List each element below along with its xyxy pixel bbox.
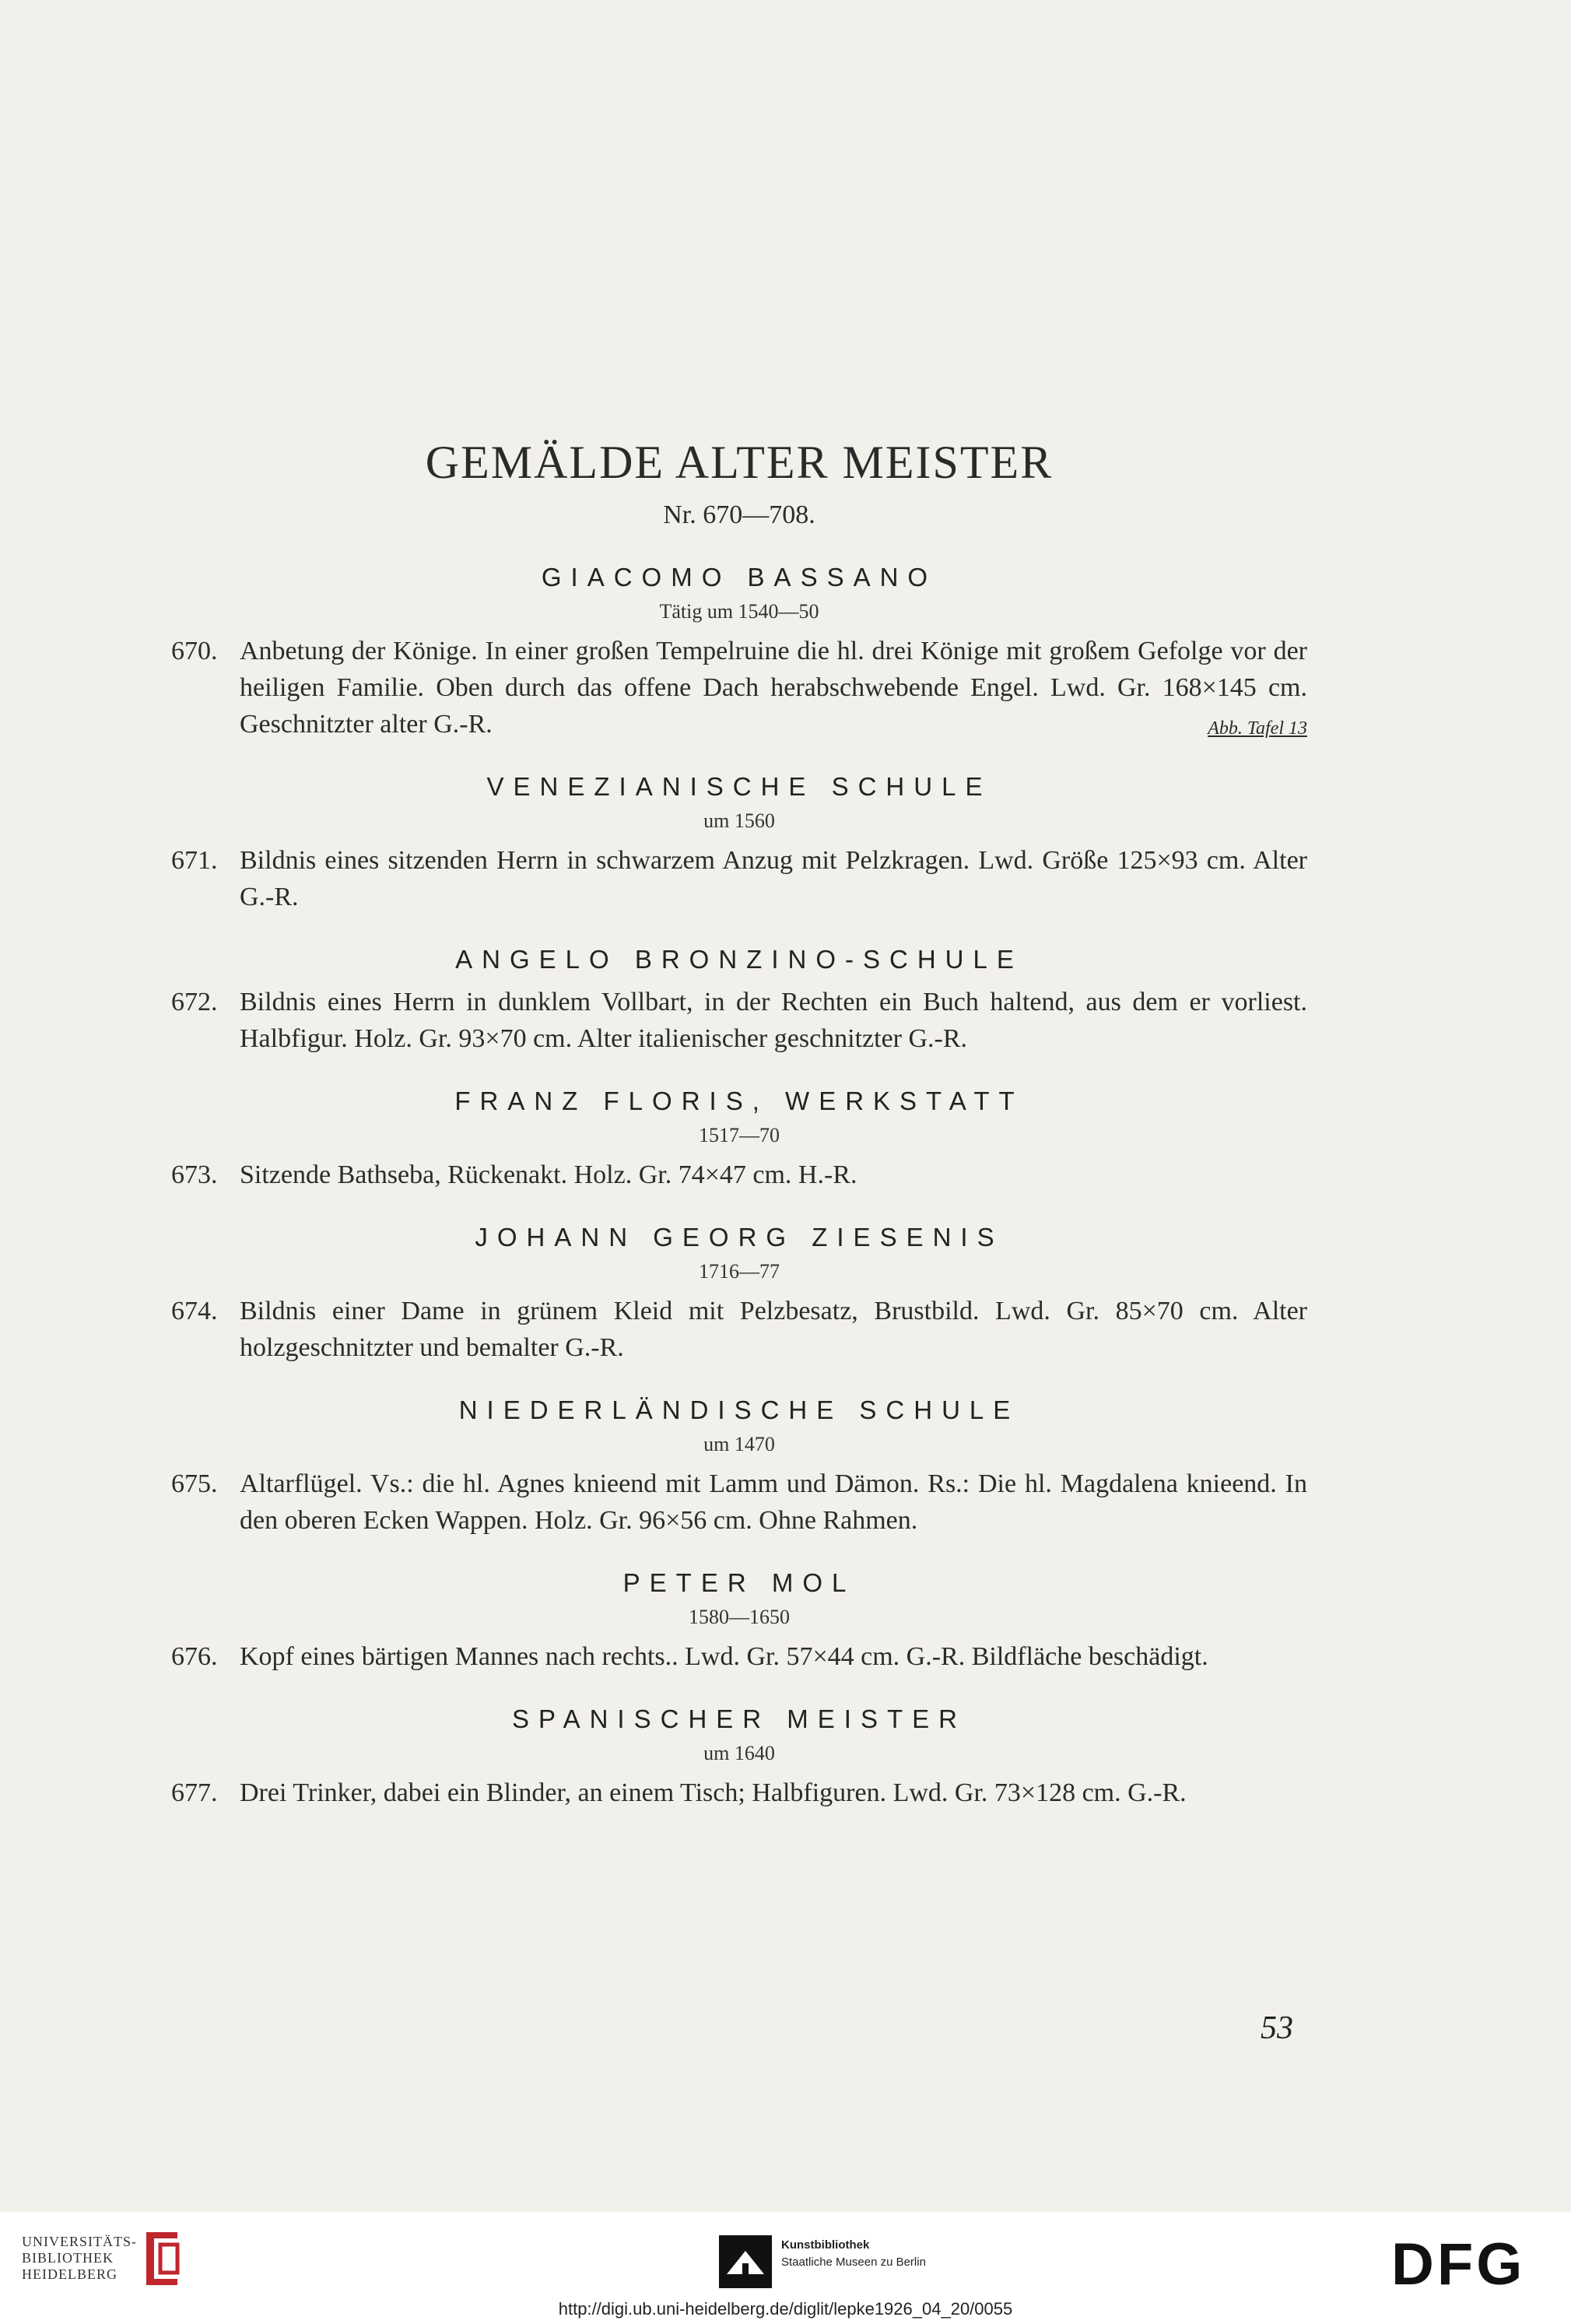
- section-ziesenis: [171, 1223, 1307, 1366]
- catalog-entry: [171, 1775, 1307, 1811]
- section-bassano: [171, 563, 1307, 742]
- entry-number: 670.: [171, 637, 218, 665]
- artist-heading: NIEDERLÄNDISCHE SCHULE: [458, 1395, 1020, 1424]
- artist-heading: ANGELO BRONZINO-SCHULE: [455, 945, 1023, 974]
- artist-dates: um 1640: [703, 1742, 775, 1764]
- artist-dates: 1580—1650: [689, 1606, 790, 1628]
- library-name-line: BIBLIOTHEK: [22, 2250, 114, 2266]
- kunstbibliothek-label: [781, 2237, 926, 2271]
- entry-number: 674.: [171, 1297, 218, 1325]
- catalog-entry: [171, 984, 1307, 1057]
- library-name-line: UNIVERSITÄTS-: [22, 2234, 137, 2249]
- page-title: GEMÄLDE ALTER MEISTER: [425, 437, 1054, 488]
- catalog-entry: [171, 842, 1307, 915]
- entry-text: Sitzende Bathseba, Rückenakt. Holz. Gr. 74×47 cm. H.-R.: [240, 1160, 857, 1189]
- artist-heading: PETER MOL: [622, 1568, 856, 1597]
- catalog-entry: [171, 1157, 1307, 1193]
- catalog-entry: [171, 633, 1307, 742]
- page-number: 53: [1261, 2010, 1293, 2046]
- entry-text: Drei Trinker, dabei ein Blinder, an einem Tisch; Halbfiguren. Lwd. Gr. 73×128 cm. G.-R.: [240, 1778, 1187, 1807]
- entry-number: 672.: [171, 988, 218, 1016]
- artist-dates: um 1470: [703, 1433, 775, 1455]
- section-floris: [171, 1087, 1307, 1193]
- catalog-entry: [171, 1638, 1307, 1675]
- entry-number: 677.: [171, 1778, 218, 1807]
- artist-heading: JOHANN GEORG ZIESENIS: [475, 1223, 1004, 1252]
- section-niederlaendische-schule: [171, 1395, 1307, 1539]
- plate-reference: Abb. Tafel 13: [1208, 718, 1307, 739]
- viewer-footer: [0, 2212, 1571, 2324]
- entry-text: Bildnis einer Dame in grünem Kleid mit Pelzbesatz, Brustbild. Lwd. Gr. 85×70 cm. Alter holzgeschnitzter und bemalter G.-R.: [240, 1297, 1307, 1362]
- artist-dates: 1716—77: [699, 1260, 780, 1283]
- section-peter-mol: [171, 1568, 1307, 1675]
- catalog-entry: [171, 1466, 1307, 1539]
- university-library-logo[interactable]: [22, 2234, 137, 2283]
- entry-text: Anbetung der Könige. In einer großen Tempelruine die hl. drei Könige mit großem Gefolge vor der heiligen Familie. Oben durch das offene Dach herabschwebende Engel. Lwd. Gr. 168×145 cm. Geschnitzter alter G.-R.: [240, 637, 1307, 739]
- artist-heading: FRANZ FLORIS, WERKSTATT: [454, 1087, 1024, 1115]
- entry-number: 676.: [171, 1642, 218, 1671]
- permalink-url[interactable]: http://digi.ub.uni-heidelberg.de/diglit/lepke1926_04_20/0055: [558, 2299, 1013, 2319]
- kunstbibliothek-logo-icon[interactable]: [719, 2235, 772, 2288]
- dfg-logo[interactable]: DFG: [1391, 2231, 1526, 2298]
- kunstbibliothek-name: Kunstbibliothek: [781, 2238, 870, 2252]
- artist-heading: SPANISCHER MEISTER: [512, 1704, 966, 1733]
- section-spanischer-meister: [171, 1704, 1307, 1811]
- entry-number: 675.: [171, 1469, 218, 1498]
- entry-text: Kopf eines bärtigen Mannes nach rechts.. Lwd. Gr. 57×44 cm. G.-R. Bildfläche beschädigt.: [240, 1642, 1208, 1671]
- catalog-range: Nr. 670—708.: [663, 500, 815, 529]
- entry-text: Bildnis eines Herrn in dunklem Vollbart, in der Rechten ein Buch haltend, aus dem er vorliest. Halbfigur. Holz. Gr. 93×70 cm. Alter italienischer geschnitzter G.-R.: [240, 988, 1307, 1053]
- university-library-emblem-icon: [140, 2227, 184, 2290]
- artist-heading: GIACOMO BASSANO: [541, 563, 938, 592]
- entry-number: 671.: [171, 846, 218, 875]
- catalog-entry: [171, 1293, 1307, 1366]
- entry-number: 673.: [171, 1160, 218, 1189]
- artist-dates: Tätig um 1540—50: [659, 600, 819, 623]
- section-venezianische-schule: [171, 772, 1307, 915]
- artist-heading: VENEZIANISCHE SCHULE: [486, 772, 992, 801]
- artist-dates: um 1560: [703, 809, 775, 832]
- kunstbibliothek-subtitle: Staatliche Museen zu Berlin: [781, 2256, 926, 2269]
- entry-text: Altarflügel. Vs.: die hl. Agnes knieend mit Lamm und Dämon. Rs.: Die hl. Magdalena knieend. In den oberen Ecken Wappen. Holz. Gr. 96×56 cm. Ohne Rahmen.: [240, 1469, 1307, 1535]
- page-content: [171, 436, 1307, 1811]
- section-bronzino-schule: [171, 945, 1307, 1057]
- artist-dates: 1517—70: [699, 1124, 780, 1146]
- entry-text: Bildnis eines sitzenden Herrn in schwarzem Anzug mit Pelzkragen. Lwd. Größe 125×93 cm. Alter G.-R.: [240, 846, 1307, 911]
- library-name-line: HEIDELBERG: [22, 2266, 117, 2282]
